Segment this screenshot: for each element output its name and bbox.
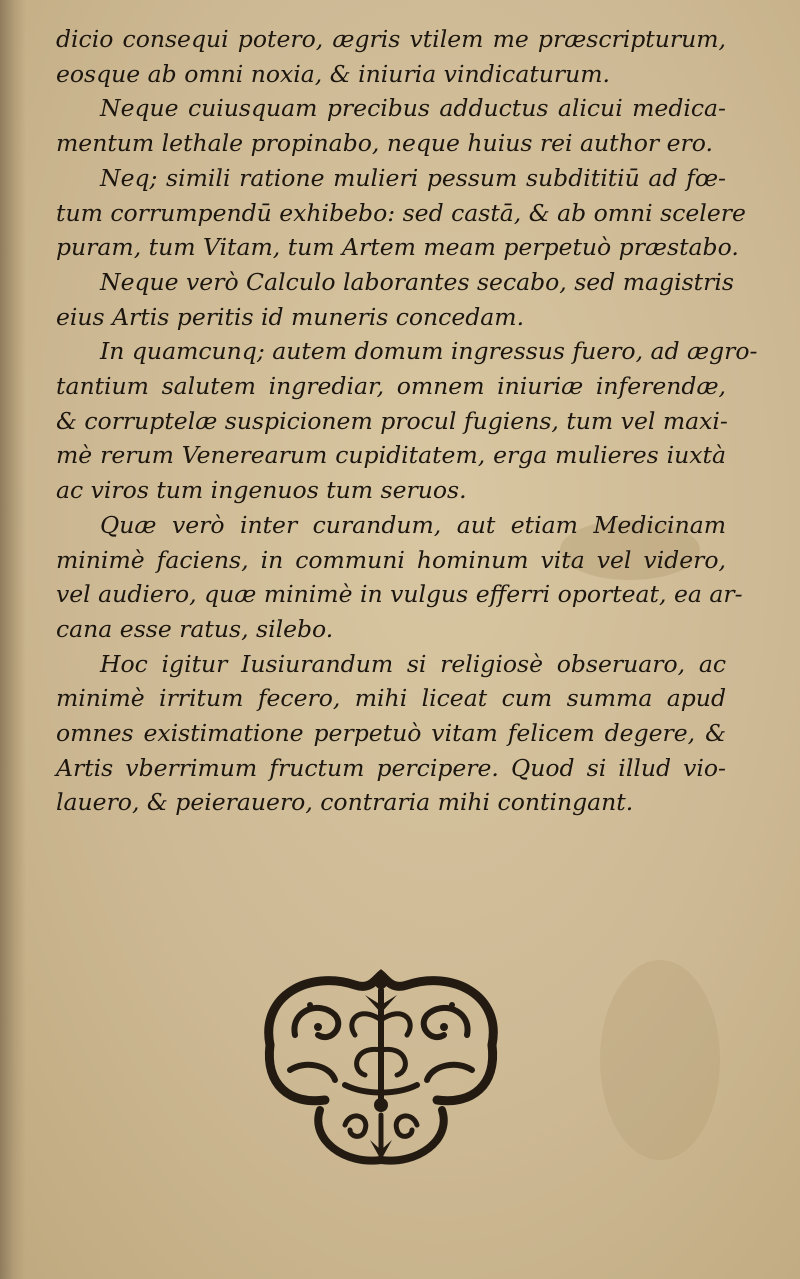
- text-line: eius Artis peritis id muneris concedam.: [56, 302, 525, 331]
- text-line: Neque cuiusquam precibus adductus alicui medica-: [100, 94, 726, 123]
- text-line: dicio consequi potero, ægris vtilem me præscripturum,: [56, 25, 726, 53]
- text-line: minimè faciens, in communi hominum vita vel videro,: [56, 545, 726, 574]
- text-line: tum corrumpendū exhibebo: sed castā, & ab omni scelere: [56, 198, 746, 227]
- text-line: mè rerum Venerearum cupiditatem, erga mulieres iuxtà: [56, 441, 726, 470]
- text-line: In quamcunq; autem domum ingressus fuero, ad ægro-: [100, 337, 758, 366]
- text-line: Artis vberrimum fructum percipere. Quod si illud vio-: [56, 753, 726, 782]
- text-line: puram, tum Vitam, tum Artem meam perpetuò præstabo.: [56, 233, 739, 262]
- text-line: cana esse ratus, silebo.: [56, 614, 334, 643]
- text-line: Quæ verò inter curandum, aut etiam Medicinam: [100, 510, 726, 539]
- text-line: ac viros tum ingenuos tum seruos.: [56, 476, 467, 505]
- page-gutter: [0, 0, 26, 1279]
- text-line: omnes existimatione perpetuò vitam felicem degere, &: [56, 719, 726, 748]
- text-line: Neque verò Calculo laborantes secabo, sed magistris: [100, 267, 734, 296]
- text-line: tantium salutem ingrediar, omnem iniuriæ inferendæ,: [56, 372, 726, 401]
- text-line: lauero, & peierauero, contraria mihi contingant.: [56, 788, 634, 817]
- text-line: & corruptelæ suspicionem procul fugiens, tum vel maxi-: [56, 406, 728, 435]
- text-line: Hoc igitur Iusiurandum si religiosè obseruaro, ac: [100, 649, 726, 678]
- text-line: Neq; simili ratione mulieri pessum subdititiū ad fœ-: [100, 163, 726, 192]
- oath-text: [56, 22, 758, 820]
- text-line: vel audiero, quæ minimè in vulgus efferri oporteat, ea ar-: [56, 580, 743, 609]
- text-line: minimè irritum fecero, mihi liceat cum summa apud: [56, 684, 726, 713]
- floral-tailpiece-ornament-icon: [250, 965, 512, 1170]
- paper-stain: [600, 960, 720, 1160]
- text-line: eosque ab omni noxia, & iniuria vindicaturum.: [56, 59, 611, 88]
- text-line: mentum lethale propinabo, neque huius rei author ero.: [56, 129, 713, 158]
